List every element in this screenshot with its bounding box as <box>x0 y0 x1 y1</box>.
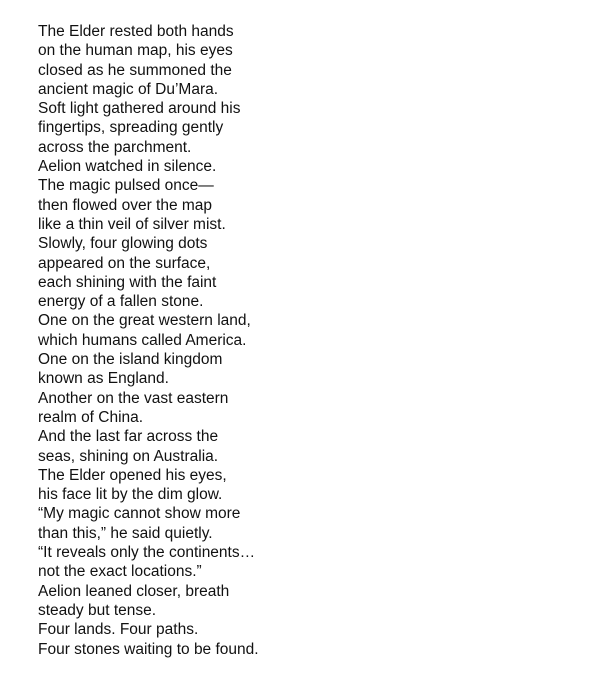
text-line: not the exact locations.” <box>38 563 202 581</box>
text-line: like a thin veil of silver mist. <box>38 215 226 233</box>
text-line: ancient magic of Du’Mara. <box>38 80 219 98</box>
text-line: “My magic cannot show more <box>38 505 241 523</box>
text-line: One on the great western land, <box>38 312 251 330</box>
text-line: realm of China. <box>38 408 144 426</box>
text-line: appeared on the surface, <box>38 254 211 272</box>
text-line: energy of a fallen stone. <box>38 293 204 311</box>
text-line: than this,” he said quietly. <box>38 524 213 542</box>
text-line: Four stones waiting to be found. <box>38 640 259 658</box>
text-line: Aelion leaned closer, breath <box>38 582 230 600</box>
text-line: Slowly, four glowing dots <box>38 235 208 253</box>
text-line: then flowed over the map <box>38 196 213 214</box>
text-line: The Elder rested both hands <box>38 23 234 40</box>
text-line: One on the island kingdom <box>38 351 223 369</box>
text-line: which humans called America. <box>38 331 247 349</box>
text-line: Another on the vast eastern <box>38 389 229 407</box>
text-line: steady but tense. <box>38 601 157 619</box>
story-text <box>38 22 558 659</box>
text-line: fingertips, spreading gently <box>38 119 224 137</box>
text-line: “It reveals only the continents… <box>38 544 256 562</box>
text-line: The Elder opened his eyes, <box>38 466 227 484</box>
text-line: Four lands. Four paths. <box>38 621 199 639</box>
text-line: Aelion watched in silence. <box>38 158 217 176</box>
text-line: Soft light gathered around his <box>38 100 241 118</box>
text-line: The magic pulsed once— <box>38 177 214 195</box>
text-line: across the parchment. <box>38 138 192 156</box>
text-line: his face lit by the dim glow. <box>38 486 223 504</box>
text-line: And the last far across the <box>38 428 219 446</box>
text-line: known as England. <box>38 370 169 388</box>
text-line: on the human map, his eyes <box>38 42 233 60</box>
text-line: seas, shining on Australia. <box>38 447 219 465</box>
text-line: closed as he summoned the <box>38 61 232 79</box>
text-line: each shining with the faint <box>38 273 217 291</box>
